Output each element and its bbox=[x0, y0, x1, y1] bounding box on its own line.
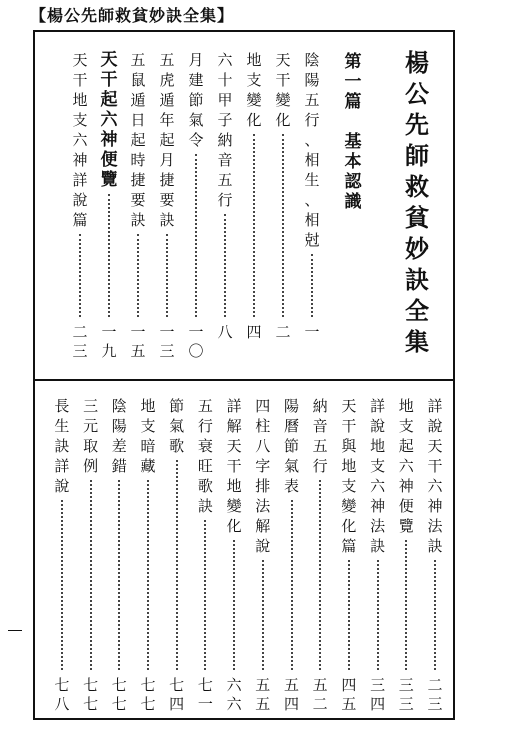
toc-lower-entry-page: 七 七 bbox=[111, 676, 127, 713]
toc-lower-entry-page: 七 七 bbox=[83, 676, 99, 713]
toc-lower-entry-leader bbox=[434, 560, 436, 670]
toc-lower-entry-page: 七 八 bbox=[54, 676, 70, 713]
toc-upper-entry-leader bbox=[253, 134, 255, 317]
toc-lower-entry-leader bbox=[319, 480, 321, 670]
running-header: 【楊公先師救貧妙訣全集】 bbox=[30, 6, 235, 25]
toc-upper-entry-leader bbox=[282, 134, 284, 317]
toc-lower-entry-title: 五 行 衰 旺 歌 訣 bbox=[197, 397, 213, 515]
toc-lower-entry-page: 七 七 bbox=[140, 676, 156, 713]
toc-lower-entry-leader bbox=[377, 560, 379, 670]
toc-lower-entry-leader bbox=[147, 480, 149, 670]
toc-upper-entry-title: 天 干 起 六 神 便 覽 bbox=[100, 50, 118, 190]
toc-upper-entry-page: 一 〇 bbox=[188, 323, 204, 360]
toc-lower-entry-title: 陽 曆 節 氣 表 bbox=[283, 397, 299, 495]
toc-lower-entry-title: 地 支 起 六 神 便 覽 bbox=[398, 397, 414, 535]
part-label: 第 一 篇 bbox=[344, 52, 362, 112]
toc-lower-entry-leader bbox=[176, 460, 178, 670]
toc-upper-entry-title: 五 鼠 遁 日 起 時 捷 要 訣 bbox=[130, 51, 146, 229]
toc-upper-entry-page: 一 五 bbox=[130, 323, 146, 360]
part-heading-name bbox=[343, 132, 363, 212]
toc-upper-entry-leader bbox=[311, 254, 313, 317]
toc-lower-entry-page: 六 六 bbox=[226, 676, 242, 713]
toc-lower-entry-title: 長 生 訣 詳 說 bbox=[54, 397, 70, 495]
toc-upper-entry-page: 八 bbox=[217, 323, 233, 341]
toc-lower-entry-title: 三 元 取 例 bbox=[83, 397, 99, 475]
part-name: 基 本 認 識 bbox=[344, 132, 362, 212]
margin-mark bbox=[8, 630, 22, 631]
toc-lower-entry-page: 三 四 bbox=[370, 676, 386, 713]
toc-upper-entry-title: 陰 陽 五 行 、 相 生 、 相 尅 bbox=[304, 51, 320, 249]
toc-lower-entry-page: 五 四 bbox=[283, 676, 299, 713]
book-title: 楊 公 先 師 救 貧 妙 訣 全 集 bbox=[405, 49, 429, 356]
toc-lower-entry-title: 四 柱 八 字 排 法 解 說 bbox=[255, 397, 271, 555]
toc-lower-entry-page: 五 五 bbox=[255, 676, 271, 713]
toc-frame bbox=[33, 30, 455, 720]
toc-lower-entry-leader bbox=[405, 540, 407, 670]
toc-upper-entry-page: 二 三 bbox=[72, 323, 88, 360]
toc-lower-entry-title: 納 音 五 行 bbox=[312, 397, 328, 475]
toc-upper-entry-leader bbox=[79, 234, 81, 317]
toc-upper-entry-title: 天 干 地 支 六 神 詳 說 篇 bbox=[72, 51, 88, 229]
toc-lower-entry-leader bbox=[233, 540, 235, 670]
toc-lower-entry-title: 陰 陽 差 錯 bbox=[111, 397, 127, 475]
toc-lower-entry-title: 天 干 與 地 支 變 化 篇 bbox=[341, 397, 357, 555]
toc-upper-entry-page: 一 三 bbox=[159, 323, 175, 360]
toc-upper-entry-title: 六 十 甲 子 納 音 五 行 bbox=[217, 51, 233, 209]
toc-upper-entry-leader bbox=[137, 234, 139, 317]
toc-lower-entry-page: 七 一 bbox=[197, 676, 213, 713]
toc-upper-entry-title: 月 建 節 氣 令 bbox=[188, 51, 204, 149]
toc-lower-entry-leader bbox=[90, 480, 92, 670]
toc-lower-entry-page: 二 三 bbox=[427, 676, 443, 713]
toc-upper-entry-title: 地 支 變 化 bbox=[246, 51, 262, 129]
toc-lower-entry-leader bbox=[262, 560, 264, 670]
toc-lower-entry-page: 七 四 bbox=[169, 676, 185, 713]
toc-upper-entry-title: 天 干 變 化 bbox=[275, 51, 291, 129]
toc-lower-entry-page: 三 三 bbox=[398, 676, 414, 713]
toc-lower-entry-title: 詳 說 天 干 六 神 法 訣 bbox=[427, 397, 443, 555]
toc-lower-entry-title: 節 氣 歌 bbox=[169, 397, 185, 455]
part-heading bbox=[343, 52, 363, 112]
toc-lower-entry-title: 地 支 暗 藏 bbox=[140, 397, 156, 475]
toc-upper-entry-leader bbox=[195, 154, 197, 317]
toc-lower-entry-title: 詳 說 地 支 六 神 法 訣 bbox=[370, 397, 386, 555]
toc-lower-entry-leader bbox=[204, 520, 206, 670]
toc-lower-entry-leader bbox=[61, 500, 63, 670]
toc-upper-entry-page: 二 bbox=[275, 323, 291, 341]
toc-lower-entry-title: 詳 解 天 干 地 變 化 bbox=[226, 397, 242, 535]
toc-upper-entry-leader bbox=[224, 214, 226, 317]
toc-upper-entry-title: 五 虎 遁 年 起 月 捷 要 訣 bbox=[159, 51, 175, 229]
toc-upper-entry-leader bbox=[166, 234, 168, 317]
toc-lower-entry-leader bbox=[348, 560, 350, 670]
toc-lower-entry-page: 四 五 bbox=[341, 676, 357, 713]
toc-upper-entry-page: 一 九 bbox=[101, 323, 117, 360]
toc-lower-entry-leader bbox=[291, 500, 293, 670]
toc-upper-entry-page: 四 bbox=[246, 323, 262, 341]
toc-lower-entry-page: 五 二 bbox=[312, 676, 328, 713]
toc-upper-entry-page: 一 bbox=[304, 323, 320, 341]
toc-lower-entry-leader bbox=[118, 480, 120, 670]
toc-upper-entry-leader bbox=[108, 194, 110, 317]
section-divider bbox=[35, 379, 453, 381]
